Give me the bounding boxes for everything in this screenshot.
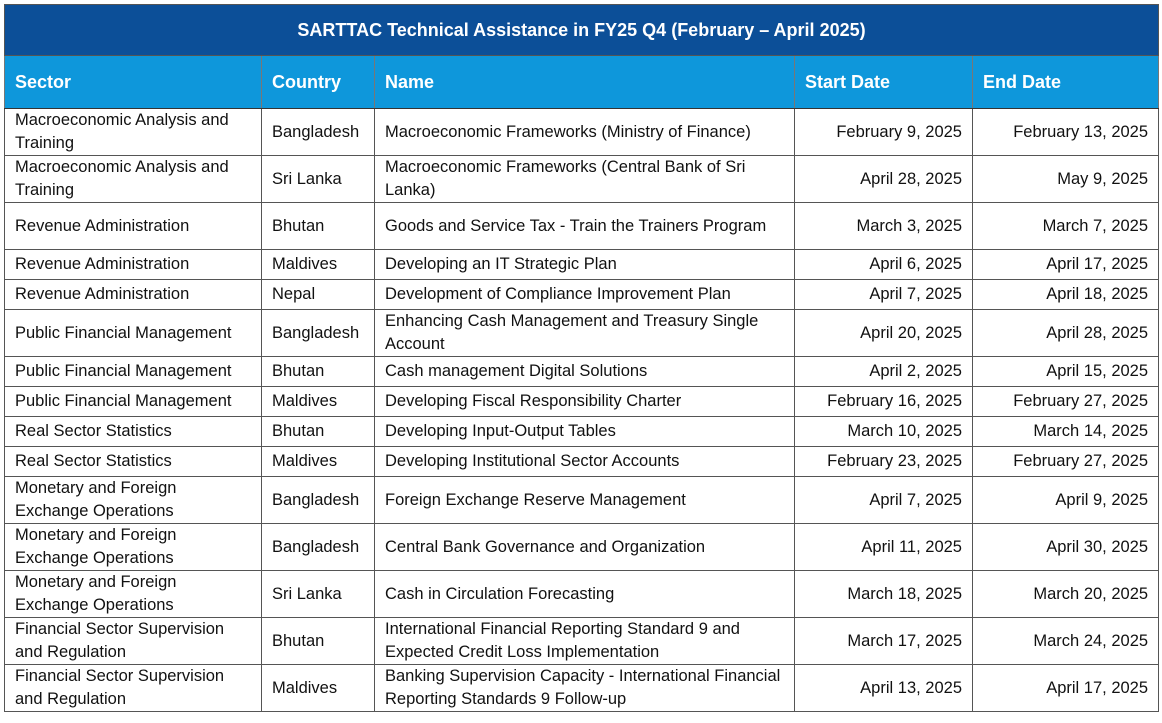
cell-sector: Revenue Administration [5,280,262,310]
cell-start-date: April 7, 2025 [795,477,973,524]
cell-name: Banking Supervision Capacity - International Financial Reporting Standards 9 Follow-up [375,665,795,712]
cell-country: Nepal [262,280,375,310]
cell-name: Enhancing Cash Management and Treasury Single Account [375,310,795,357]
cell-end-date: February 13, 2025 [973,109,1159,156]
cell-start-date: March 18, 2025 [795,571,973,618]
cell-start-date: April 6, 2025 [795,250,973,280]
cell-sector: Financial Sector Supervision and Regulation [5,618,262,665]
cell-sector: Public Financial Management [5,387,262,417]
cell-start-date: April 20, 2025 [795,310,973,357]
cell-end-date: April 9, 2025 [973,477,1159,524]
table-row [5,280,1159,310]
ta-table-container [4,4,1158,712]
cell-start-date: March 10, 2025 [795,417,973,447]
column-header-country: Country [262,56,375,109]
cell-country: Bangladesh [262,310,375,357]
cell-name: Cash management Digital Solutions [375,357,795,387]
cell-end-date: April 30, 2025 [973,524,1159,571]
table-row [5,477,1159,524]
cell-country: Bangladesh [262,109,375,156]
table-row [5,417,1159,447]
cell-country: Bhutan [262,203,375,250]
column-header-sector: Sector [5,56,262,109]
cell-sector: Public Financial Management [5,310,262,357]
cell-end-date: March 20, 2025 [973,571,1159,618]
cell-end-date: February 27, 2025 [973,447,1159,477]
table-row [5,447,1159,477]
column-header-end-date: End Date [973,56,1159,109]
cell-name: International Financial Reporting Standard 9 and Expected Credit Loss Implementation [375,618,795,665]
cell-sector: Revenue Administration [5,250,262,280]
cell-sector: Public Financial Management [5,357,262,387]
cell-end-date: March 7, 2025 [973,203,1159,250]
cell-start-date: April 28, 2025 [795,156,973,203]
cell-country: Sri Lanka [262,156,375,203]
technical-assistance-table [4,4,1159,712]
cell-country: Bhutan [262,357,375,387]
cell-country: Maldives [262,447,375,477]
cell-name: Developing Institutional Sector Accounts [375,447,795,477]
cell-name: Macroeconomic Frameworks (Ministry of Finance) [375,109,795,156]
cell-start-date: February 16, 2025 [795,387,973,417]
cell-sector: Monetary and Foreign Exchange Operations [5,571,262,618]
cell-country: Bangladesh [262,524,375,571]
table-row [5,665,1159,712]
cell-country: Maldives [262,250,375,280]
cell-country: Bhutan [262,618,375,665]
cell-sector: Macroeconomic Analysis and Training [5,156,262,203]
cell-name: Goods and Service Tax - Train the Trainers Program [375,203,795,250]
cell-sector: Revenue Administration [5,203,262,250]
table-row [5,156,1159,203]
column-header-name: Name [375,56,795,109]
table-row [5,109,1159,156]
cell-name: Foreign Exchange Reserve Management [375,477,795,524]
cell-name: Macroeconomic Frameworks (Central Bank of Sri Lanka) [375,156,795,203]
cell-start-date: February 9, 2025 [795,109,973,156]
cell-sector: Financial Sector Supervision and Regulation [5,665,262,712]
column-header-start-date: Start Date [795,56,973,109]
table-row [5,203,1159,250]
table-row [5,524,1159,571]
cell-start-date: April 2, 2025 [795,357,973,387]
cell-end-date: April 17, 2025 [973,665,1159,712]
cell-name: Central Bank Governance and Organization [375,524,795,571]
cell-country: Bhutan [262,417,375,447]
table-row [5,571,1159,618]
header-row [5,56,1159,109]
cell-end-date: March 14, 2025 [973,417,1159,447]
cell-country: Bangladesh [262,477,375,524]
cell-start-date: April 11, 2025 [795,524,973,571]
cell-sector: Real Sector Statistics [5,447,262,477]
cell-end-date: March 24, 2025 [973,618,1159,665]
cell-end-date: April 28, 2025 [973,310,1159,357]
cell-name: Developing an IT Strategic Plan [375,250,795,280]
cell-name: Developing Input-Output Tables [375,417,795,447]
table-row [5,387,1159,417]
cell-start-date: April 7, 2025 [795,280,973,310]
cell-sector: Monetary and Foreign Exchange Operations [5,477,262,524]
cell-start-date: March 3, 2025 [795,203,973,250]
cell-country: Sri Lanka [262,571,375,618]
cell-name: Cash in Circulation Forecasting [375,571,795,618]
cell-country: Maldives [262,665,375,712]
cell-country: Maldives [262,387,375,417]
table-row [5,310,1159,357]
table-row [5,618,1159,665]
table-title: SARTTAC Technical Assistance in FY25 Q4 (February – April 2025) [5,5,1159,56]
table-row [5,357,1159,387]
cell-start-date: April 13, 2025 [795,665,973,712]
cell-sector: Real Sector Statistics [5,417,262,447]
table-row [5,250,1159,280]
cell-end-date: April 17, 2025 [973,250,1159,280]
cell-sector: Monetary and Foreign Exchange Operations [5,524,262,571]
cell-end-date: April 15, 2025 [973,357,1159,387]
cell-sector: Macroeconomic Analysis and Training [5,109,262,156]
cell-end-date: February 27, 2025 [973,387,1159,417]
cell-name: Developing Fiscal Responsibility Charter [375,387,795,417]
cell-end-date: April 18, 2025 [973,280,1159,310]
cell-start-date: February 23, 2025 [795,447,973,477]
cell-end-date: May 9, 2025 [973,156,1159,203]
cell-start-date: March 17, 2025 [795,618,973,665]
cell-name: Development of Compliance Improvement Plan [375,280,795,310]
